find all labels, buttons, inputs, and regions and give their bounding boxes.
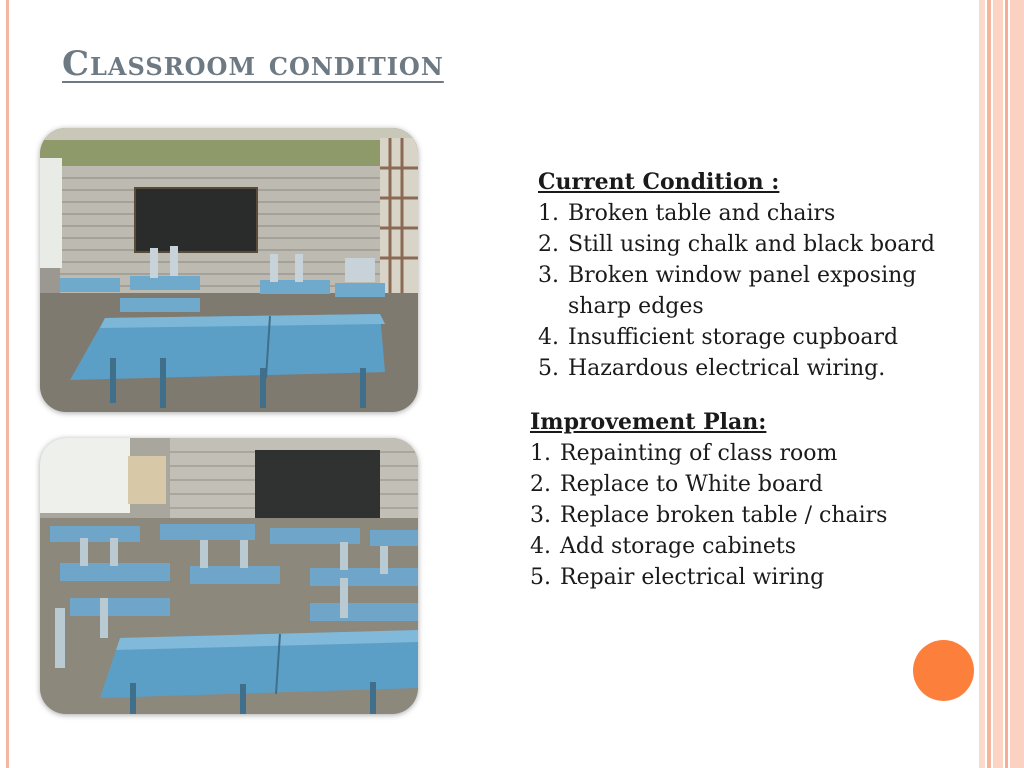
stripe bbox=[979, 0, 985, 768]
list-text: Hazardous electrical wiring. bbox=[568, 356, 886, 381]
list-number: 2. bbox=[538, 232, 559, 257]
list-number: 2. bbox=[530, 472, 551, 497]
list-number: 4. bbox=[538, 325, 559, 350]
list-text: Add storage cabinets bbox=[560, 534, 797, 559]
stripe bbox=[987, 0, 991, 768]
list-number: 4. bbox=[530, 534, 551, 559]
classroom-photo-current bbox=[40, 128, 418, 412]
list-item bbox=[530, 562, 970, 593]
list-item bbox=[530, 438, 970, 469]
list-number: 5. bbox=[538, 356, 559, 381]
improvement-plan-section bbox=[530, 407, 970, 593]
classroom-photo-overview bbox=[40, 438, 418, 714]
list-item bbox=[538, 322, 978, 353]
list-item bbox=[538, 229, 978, 260]
list-item bbox=[538, 198, 978, 229]
list-text: Broken table and chairs bbox=[568, 201, 836, 226]
improvement-plan-list bbox=[530, 438, 970, 593]
list-number: 3. bbox=[530, 503, 551, 528]
list-text: Broken window panel exposing sharp edges bbox=[568, 263, 917, 319]
list-number: 1. bbox=[530, 441, 551, 466]
list-text: Repair electrical wiring bbox=[560, 565, 825, 590]
list-text: Repainting of class room bbox=[560, 441, 838, 466]
current-condition-heading: Current Condition : bbox=[538, 169, 780, 195]
stripe bbox=[1005, 0, 1008, 768]
list-text: Insufficient storage cupboard bbox=[568, 325, 899, 350]
slide-title: Classroom condition bbox=[62, 44, 444, 84]
stripe bbox=[993, 0, 1003, 768]
list-item bbox=[538, 353, 978, 384]
stripe bbox=[1010, 0, 1024, 768]
list-number: 5. bbox=[530, 565, 551, 590]
list-item bbox=[530, 469, 970, 500]
list-text: Replace broken table / chairs bbox=[560, 503, 888, 528]
list-number: 3. bbox=[538, 263, 559, 288]
decorative-orange-circle bbox=[913, 640, 974, 701]
list-text: Still using chalk and black board bbox=[568, 232, 936, 257]
list-item bbox=[538, 260, 978, 322]
left-border-line bbox=[6, 0, 9, 768]
list-number: 1. bbox=[538, 201, 559, 226]
list-item bbox=[530, 531, 970, 562]
list-text: Replace to White board bbox=[560, 472, 823, 497]
current-condition-list bbox=[538, 198, 978, 384]
list-item bbox=[530, 500, 970, 531]
right-decorative-stripes bbox=[979, 0, 1024, 768]
current-condition-section bbox=[538, 167, 978, 384]
improvement-plan-heading: Improvement Plan: bbox=[530, 409, 767, 435]
